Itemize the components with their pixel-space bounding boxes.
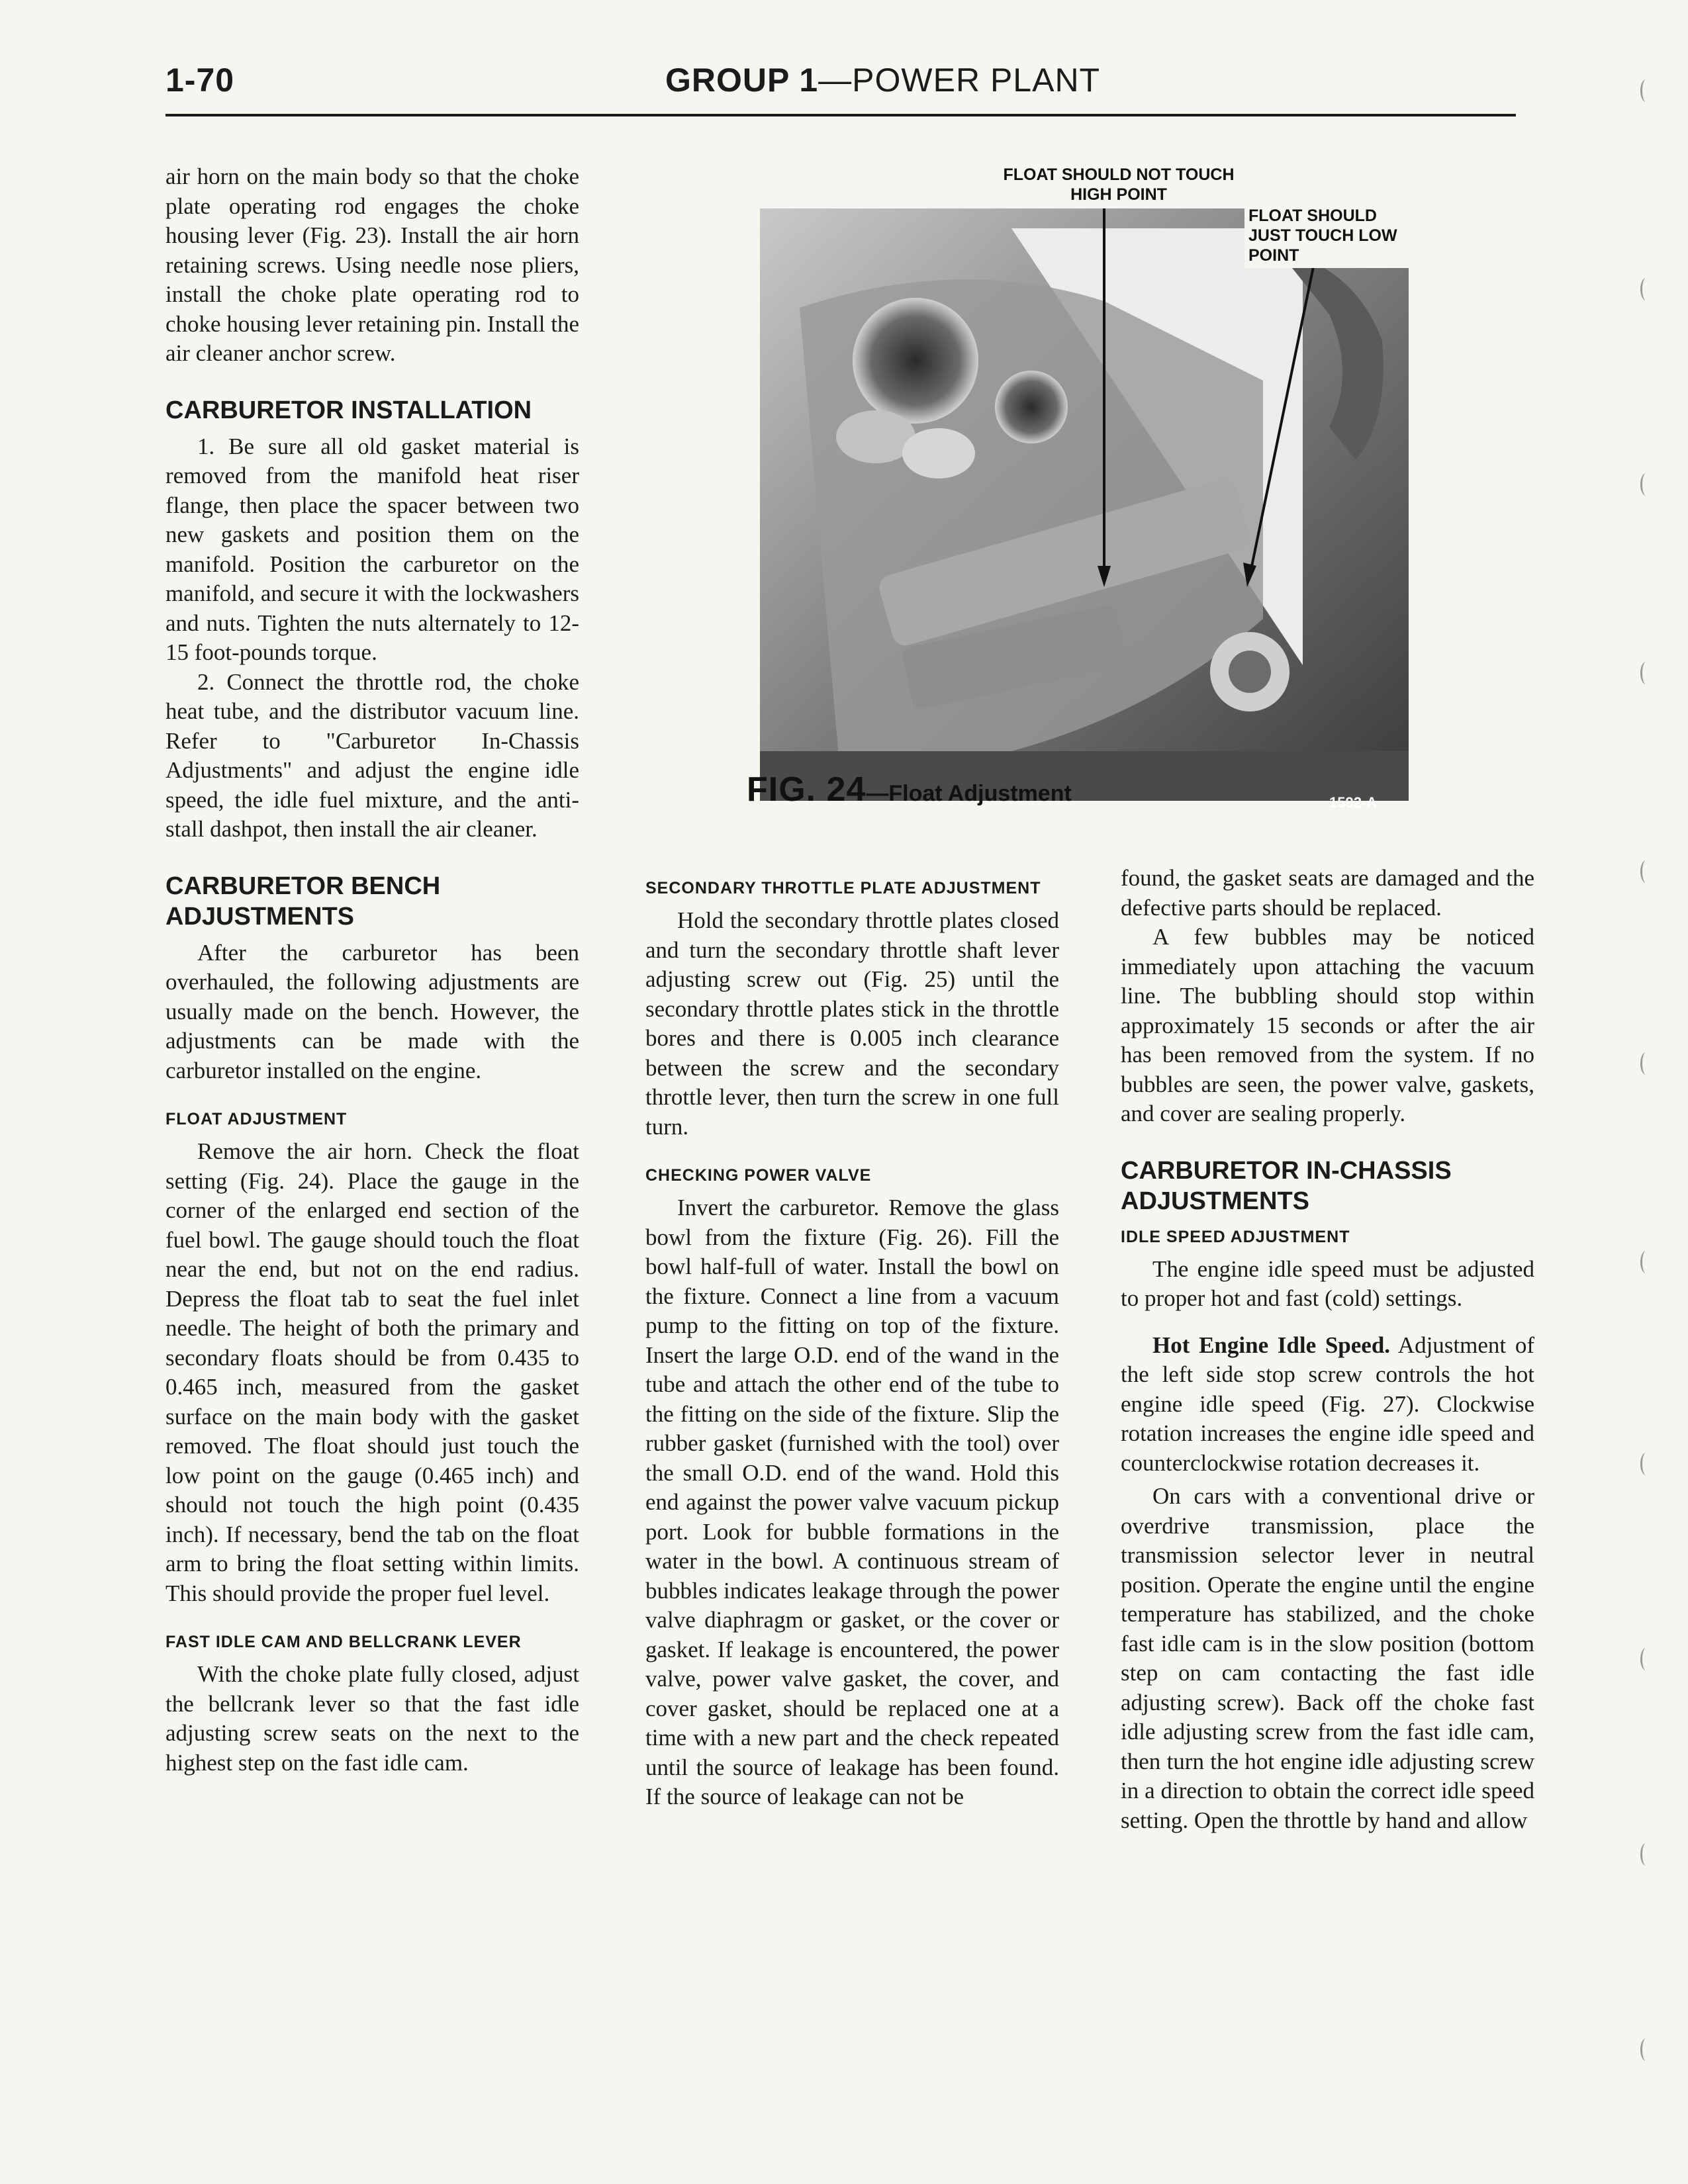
paragraph-fast-idle: With the choke plate fully closed, adjust the bellcrank lever so that the fast idle adjusting screw seats on the next to the highest step on the fast idle cam.: [165, 1661, 579, 1776]
binding-mark: [1640, 1453, 1652, 1475]
binding-mark: [1640, 2038, 1652, 2061]
group-title-bold: GROUP 1: [665, 62, 819, 99]
paragraph-power-valve: Invert the carburetor. Remove the glass bowl from the fixture (Fig. 26). Fill the bowl half-full of water. Install the bowl on the fixture. Connect a line from a vacuum pump to the fitting on top of the fixture. Insert the large O.D. end of the wand in the tube and attach the other end of the tube to the fitting on the side of the fixture. Slip the rubber gasket (furnished with the tool) over the small O.D. end of the wand. Hold this end against the power valve vacuum pickup port. Look for bubble formations in the water in the bowl. A continuous stream of bubbles indicates leakage through the power valve diaphragm or gasket, or the cover or gasket. If leakage is encountered, the power valve, power valve gasket, the cover, and cover gasket, should be replaced one at a time with a new part and the check repeated until the source of leakage has been found. If the source of leakage can not be: [645, 1195, 1059, 1809]
binding-mark: [1640, 1251, 1652, 1273]
hot-engine-lead: Hot Engine Idle Speed.: [1152, 1332, 1391, 1358]
paragraph-continued: found, the gasket seats are damaged and the defective parts should be replaced.: [1121, 865, 1534, 921]
figure-caption-number: FIG. 24: [747, 770, 867, 809]
hot-engine-text: Adjustment of the left side stop screw controls the hot engine idle speed (Fig. 27). Clockwise rotation increases the engine idle speed and counterclockwise rotation decreases it.: [1121, 1332, 1534, 1476]
page-header: [165, 61, 1516, 116]
callout-high-point: FLOAT SHOULD NOT TOUCH HIGH POINT: [1003, 165, 1235, 204]
figure-24: [748, 162, 1410, 824]
carburetor-photo: [760, 208, 1409, 811]
paragraph-install-step-1: 1. Be sure all old gasket material is removed from the manifold heat riser flange, then place the spacer between two new gaskets and position them on the manifold. Position the carburetor on the manifold, and secure it with the lockwashers and nuts. Tighten the nuts alternately to 12-15 foot-pounds torque.: [165, 433, 579, 665]
group-title-rest: —POWER PLANT: [818, 62, 1101, 99]
binding-mark: [1640, 79, 1652, 102]
group-title: [665, 61, 1100, 99]
paragraph-hot-engine: [1121, 1331, 1534, 1479]
photo-code: 1592-A: [1329, 794, 1378, 811]
text-column-2: [645, 877, 1059, 1812]
paragraph-bench: After the carburetor has been overhauled, the following adjustments are usually made on the bench. However, the adjustments can be made with the carburetor installed on the engine.: [165, 939, 579, 1083]
paragraph-bubbles: A few bubbles may be noticed immediately upon attaching the vacuum line. The bubbling should stop within approximately 15 seconds or after the air has been removed from the system. If no bubbles are seen, the power valve, gaskets, and cover are sealing properly.: [1121, 924, 1534, 1126]
binding-mark: [1640, 1843, 1652, 1866]
paragraph-idle-speed: The engine idle speed must be adjusted to proper hot and fast (cold) settings.: [1121, 1255, 1534, 1311]
heading-fast-idle-cam: FAST IDLE CAM AND BELLCRANK LEVER: [165, 1633, 522, 1651]
binding-mark: [1640, 1648, 1652, 1670]
figure-caption-text: —Float Adjustment: [866, 781, 1072, 806]
text-column-3: [1121, 864, 1534, 1835]
heading-in-chassis-adjustments: CARBURETOR IN-CHASSIS ADJUSTMENTS: [1121, 1156, 1452, 1215]
page-number: 1-70: [165, 62, 235, 99]
paragraph-secondary-throttle: Hold the secondary throttle plates closed and turn the secondary throttle shaft lever adjusting screw out (Fig. 25) until the secondary throttle plates stick in the throttle bores and there is 0.005 inch clearance between the screw and the secondary throttle lever, then turn the screw in one full turn.: [645, 907, 1059, 1140]
paragraph-conventional-drive: On cars with a conventional drive or overdrive transmission, place the transmission selector lever in neutral position. Operate the engine until the engine temperature has stabilized, and the choke fast idle cam is in the slow position (bottom step on cam contacting the fast idle adjusting screw). Back off the choke fast idle adjusting screw from the fast idle cam, then turn the hot engine idle adjusting screw in a direction to obtain the correct idle speed setting. Open the throttle by hand and allow: [1121, 1483, 1534, 1833]
paragraph-air-horn: air horn on the main body so that the choke plate operating rod engages the choke housing lever (Fig. 23). Install the air horn retaining screws. Using needle nose pliers, install the choke plate operating rod to choke housing lever retaining pin. Install the air cleaner anchor screw.: [165, 163, 579, 366]
figure-caption: [747, 770, 1409, 809]
carburetor-illustration: [760, 208, 1409, 801]
binding-mark: [1640, 1052, 1652, 1075]
binding-mark: [1640, 473, 1652, 496]
text-column-1: [165, 162, 579, 1778]
heading-checking-power-valve: CHECKING POWER VALVE: [645, 1166, 872, 1185]
heading-bench-adjustments: CARBURETOR BENCH ADJUSTMENTS: [165, 872, 441, 931]
binding-mark: [1640, 860, 1652, 883]
heading-secondary-throttle: SECONDARY THROTTLE PLATE ADJUSTMENT: [645, 879, 1041, 897]
binding-mark: [1640, 662, 1652, 684]
callout-low-point: FLOAT SHOULD JUST TOUCH LOW POINT: [1244, 203, 1411, 268]
binding-mark: [1640, 278, 1652, 300]
heading-idle-speed: IDLE SPEED ADJUSTMENT: [1121, 1227, 1350, 1246]
heading-carburetor-installation: CARBURETOR INSTALLATION: [165, 396, 532, 424]
paragraph-install-step-2: 2. Connect the throttle rod, the choke heat tube, and the distributor vacuum line. Refer to "Carburetor In-Chassis Adjustments" and adjust the engine idle speed, the idle fuel mixture, and the anti-stall dashpot, then install the air cleaner.: [165, 668, 579, 842]
heading-float-adjustment: FLOAT ADJUSTMENT: [165, 1110, 348, 1128]
paragraph-float: Remove the air horn. Check the float setting (Fig. 24). Place the gauge in the corner of the enlarged end section of the fuel bowl. The gauge should touch the float near the end, but not on the end radius. Depress the float tab to seat the fuel inlet needle. The height of both the primary and secondary floats should be from 0.435 to 0.465 inch, measured from the gasket surface on the main body with the gasket removed. The float should just touch the low point on the gauge (0.465 inch) and should not touch the high point (0.435 inch). If necessary, bend the tab on the float arm to bring the float setting within limits. This should provide the proper fuel level.: [165, 1138, 579, 1606]
